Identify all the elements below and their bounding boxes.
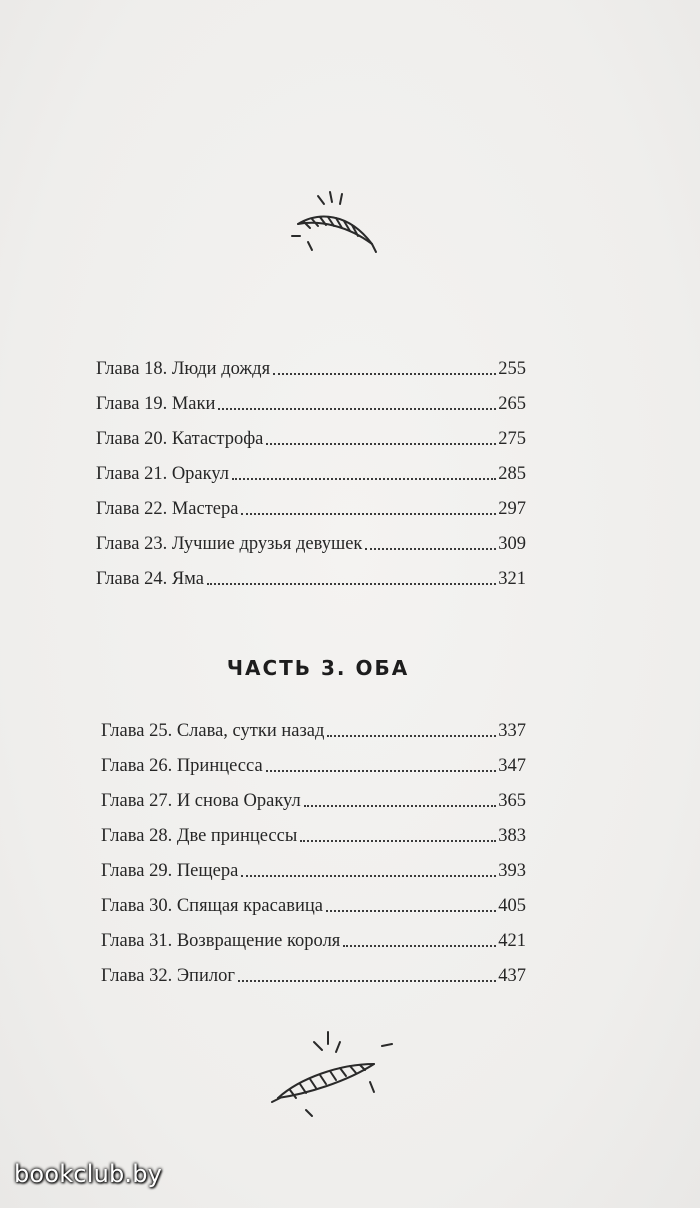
toc-entry-page: 383 [498,826,526,846]
toc-entry-page: 297 [498,499,526,519]
toc-leader-dots [241,875,496,877]
toc-entry-page: 321 [498,569,526,589]
part-heading: ЧАСТЬ 3. ОБА [226,656,410,680]
toc-entry-page: 309 [498,534,526,554]
toc-entry-title: Глава 22. Мастера [96,499,239,519]
toc-entry-page: 265 [498,394,526,414]
toc-leader-dots [326,910,496,912]
toc-entry [96,345,526,380]
toc-entry [96,555,526,590]
toc-leader-dots [304,805,497,807]
toc-leader-dots [241,513,496,515]
toc-entry-title: Глава 18. Люди дождя [96,359,271,379]
toc-entry [96,450,526,485]
toc-leader-dots [266,770,497,772]
toc-entry-page: 255 [498,359,526,379]
toc-leader-dots [365,548,496,550]
feather-icon [270,1020,410,1120]
toc-entry [101,882,526,917]
toc-entry-page: 437 [498,966,526,986]
feather-icon [288,186,380,270]
toc-entry-page: 285 [498,464,526,484]
toc-leader-dots [218,408,496,410]
toc-entry [101,742,526,777]
toc-entry-title: Глава 32. Эпилог [101,966,235,986]
toc-leader-dots [232,478,496,480]
toc-leader-dots [343,945,496,947]
toc-entry [96,485,526,520]
toc-entry [96,380,526,415]
toc-entry-page: 275 [498,429,526,449]
toc-entry [101,812,526,847]
toc-entry-title: Глава 28. Две принцессы [101,826,298,846]
toc-entry [96,415,526,450]
toc-entry-title: Глава 21. Оракул [96,464,230,484]
toc-entry-title: Глава 27. И снова Оракул [101,791,301,811]
toc-entry-page: 347 [498,756,526,776]
toc-entry-title: Глава 24. Яма [96,569,204,589]
toc-entry [101,777,526,812]
toc-entry-title: Глава 20. Катастрофа [96,429,264,449]
toc-entry-page: 337 [498,721,526,741]
toc-entry-page: 405 [498,896,526,916]
watermark: bookclub.by [14,1160,163,1188]
toc-entry-title: Глава 29. Пещера [101,861,239,881]
toc-leader-dots [207,583,496,585]
toc-entry-title: Глава 23. Лучшие друзья девушек [96,534,363,554]
toc-entry [101,952,526,987]
toc-entry-page: 421 [498,931,526,951]
toc-leader-dots [300,840,496,842]
toc-leader-dots [266,443,496,445]
toc-list-part2-end [96,345,526,590]
toc-entry [96,520,526,555]
toc-list-part3 [101,707,526,987]
toc-entry-title: Глава 26. Принцесса [101,756,263,776]
toc-entry-page: 393 [498,861,526,881]
toc-entry-title: Глава 31. Возвращение короля [101,931,341,951]
toc-leader-dots [273,373,496,375]
toc-entry-title: Глава 25. Слава, сутки назад [101,721,325,741]
toc-entry [101,917,526,952]
toc-leader-dots [327,735,496,737]
toc-entry-title: Глава 30. Спящая красавица [101,896,324,916]
toc-entry-title: Глава 19. Маки [96,394,216,414]
toc-entry [101,707,526,742]
toc-entry-page: 365 [498,791,526,811]
toc-entry [101,847,526,882]
toc-leader-dots [238,980,496,982]
